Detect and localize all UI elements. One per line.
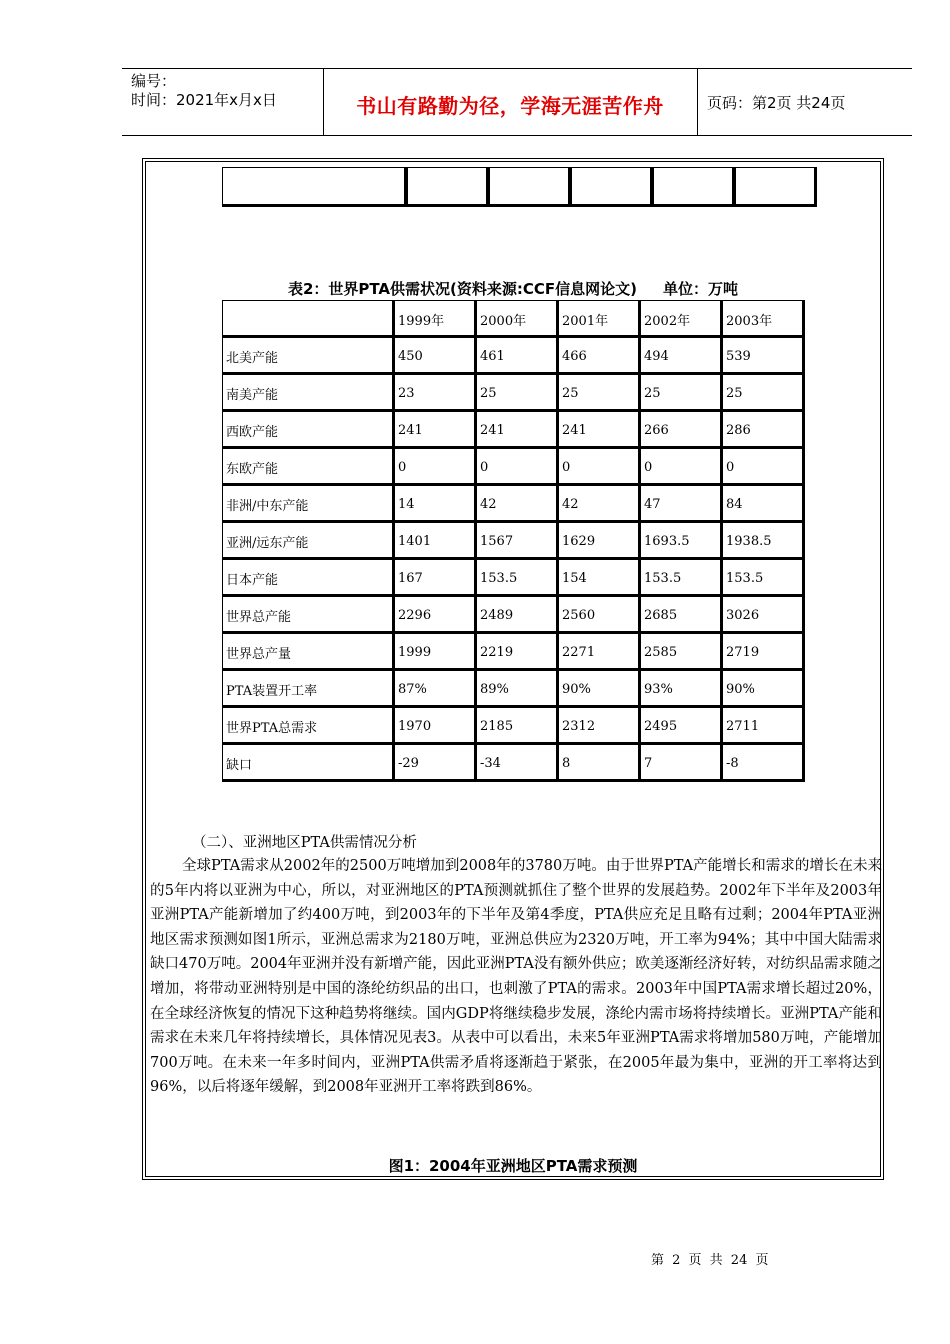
table-cell: 2495: [641, 708, 723, 745]
table-cell: 286: [723, 412, 805, 449]
table-cell: 14: [395, 486, 477, 523]
table-row-label: 世界PTA总需求: [223, 708, 395, 745]
table-cell: 1401: [395, 523, 477, 560]
table-cell: 0: [559, 449, 641, 486]
header-divider-right: [697, 68, 698, 135]
table-cell: 450: [395, 338, 477, 375]
table-cell: 1629: [559, 523, 641, 560]
header-motto: 书山有路勤为径，学海无涯苦作舟: [356, 94, 664, 118]
table-row: [223, 597, 805, 634]
doc-number-label: 编号：: [131, 72, 177, 90]
table-cell: 2585: [641, 634, 723, 671]
table-cell: 3026: [723, 597, 805, 634]
time-label: 时间：2021年x月x日: [131, 91, 277, 109]
table-header-row: [223, 301, 805, 338]
table-row: [223, 634, 805, 671]
table-cell: 1693.5: [641, 523, 723, 560]
table-cell: -34: [477, 745, 559, 782]
table-row: [223, 745, 805, 782]
page-footer: 第 2 页 共 24 页: [651, 1253, 769, 1268]
table-cell: 2312: [559, 708, 641, 745]
empty-cell: [407, 167, 489, 207]
table-cell: 1567: [477, 523, 559, 560]
table-cell: 8: [559, 745, 641, 782]
table-row-label: 西欧产能: [223, 412, 395, 449]
table-cell: 93%: [641, 671, 723, 708]
table-header-cell: 2002年: [641, 301, 723, 338]
table-cell: 84: [723, 486, 805, 523]
table-cell: 2711: [723, 708, 805, 745]
table-row-label: 缺口: [223, 745, 395, 782]
table-row-label: 日本产能: [223, 560, 395, 597]
table-cell: 153.5: [723, 560, 805, 597]
table-cell: 47: [641, 486, 723, 523]
table-cell: 25: [723, 375, 805, 412]
table-row: [223, 412, 805, 449]
header-meta: [131, 72, 277, 110]
table-cell: 25: [641, 375, 723, 412]
table-row: [223, 708, 805, 745]
table-cell: 539: [723, 338, 805, 375]
section-title: （二）、亚洲地区PTA供需情况分析: [192, 835, 417, 851]
table-cell: 2296: [395, 597, 477, 634]
table-cell: 167: [395, 560, 477, 597]
table-cell: 2560: [559, 597, 641, 634]
table-cell: -29: [395, 745, 477, 782]
table-cell: 0: [723, 449, 805, 486]
table-row-label: 东欧产能: [223, 449, 395, 486]
header-bottom-rule: [122, 135, 912, 136]
table-cell: 494: [641, 338, 723, 375]
table-cell: 2219: [477, 634, 559, 671]
table-cell: 153.5: [477, 560, 559, 597]
table-row: [223, 523, 805, 560]
table-header-cell: [223, 301, 395, 338]
figure-caption: 图1：2004年亚洲地区PTA需求预测: [388, 1157, 638, 1175]
table-cell: 2271: [559, 634, 641, 671]
table-cell: 0: [477, 449, 559, 486]
table-header-cell: 2000年: [477, 301, 559, 338]
table-header-cell: 2003年: [723, 301, 805, 338]
table-row: [223, 486, 805, 523]
table-row-label: PTA装置开工率: [223, 671, 395, 708]
table-cell: 0: [395, 449, 477, 486]
table-row-label: 南美产能: [223, 375, 395, 412]
table-cell: 1999: [395, 634, 477, 671]
table-row: [223, 375, 805, 412]
empty-cell: [735, 167, 817, 207]
table-cell: 7: [641, 745, 723, 782]
table-cell: 87%: [395, 671, 477, 708]
table-cell: 2185: [477, 708, 559, 745]
table-cell: 2685: [641, 597, 723, 634]
table-cell: 241: [395, 412, 477, 449]
table-cell: 42: [477, 486, 559, 523]
table-row-label: 世界总产能: [223, 597, 395, 634]
table-row-label: 世界总产量: [223, 634, 395, 671]
table-cell: 89%: [477, 671, 559, 708]
table-cell: 266: [641, 412, 723, 449]
empty-cell: [653, 167, 735, 207]
table-cell: 154: [559, 560, 641, 597]
empty-cell: [222, 167, 407, 207]
table-header-cell: 1999年: [395, 301, 477, 338]
table-cell: 1970: [395, 708, 477, 745]
body-paragraph: 全球PTA需求从2002年的2500万吨增加到2008年的3780万吨。由于世界PTA产能增长和需求的增长在未来的5年内将以亚洲为中心，所以，对亚洲地区的PTA预测就抓住了整个世界的发展趋势。2002年下半年及2003年亚洲PTA产能新增加了约400万吨，到2003年的下半年及第4季度，PTA供应充足且略有过剩；2004年PTA亚洲地区需求预测如图1所示，亚洲总需求为2180万吨，亚洲总供应为2320万吨，开工率为94%；其中中国大陆需求缺口470万吨。2004年亚洲并没有新增产能，因此亚洲PTA没有额外供应；欧美逐渐经济好转，对纺织品需求随之增加，将带动亚洲特别是中国的涤纶纺织品的出口，也刺激了PTA的需求。2003年中国PTA需求增长超过20%，在全球经济恢复的情况下这种趋势将继续。国内GDP将继续稳步发展，涤纶内需市场将持续增长。亚洲PTA产能和需求在未来几年将持续增长，具体情况见表3。从表中可以看出，未来5年亚洲PTA需求将增加580万吨，产能增加700万吨。在未来一年多时间内，亚洲PTA供需矛盾将逐渐趋于紧张，在2005年最为集中，亚洲的开工率将达到96%，以后将逐年缓解，到2008年亚洲开工率将跌到86%。: [150, 858, 882, 1096]
table-cell: 461: [477, 338, 559, 375]
table-cell: 0: [641, 449, 723, 486]
header-top-rule: [122, 68, 912, 69]
table-cell: 241: [559, 412, 641, 449]
table-cell: 153.5: [641, 560, 723, 597]
header-page-number: 页码：第2页 共24页: [707, 94, 846, 112]
table-cell: 2489: [477, 597, 559, 634]
table-row: [223, 560, 805, 597]
empty-cell: [571, 167, 653, 207]
table-cell: 241: [477, 412, 559, 449]
table-cell: 42: [559, 486, 641, 523]
table-row: [223, 449, 805, 486]
table-row-label: 北美产能: [223, 338, 395, 375]
table-row: [223, 338, 805, 375]
table-row-label: 非洲/中东产能: [223, 486, 395, 523]
table-cell: 25: [477, 375, 559, 412]
table-cell: -8: [723, 745, 805, 782]
table-cell: 23: [395, 375, 477, 412]
table-cell: 90%: [559, 671, 641, 708]
table-header-cell: 2001年: [559, 301, 641, 338]
table-caption-title: 表2：世界PTA供需状况(资料来源:CCF信息网论文): [287, 280, 638, 298]
table-row-label: 亚洲/远东产能: [223, 523, 395, 560]
pta-supply-demand-table: [222, 300, 805, 782]
table-caption-unit: 单位：万吨: [663, 280, 739, 298]
continued-table-row: [222, 167, 817, 207]
table-row: [223, 671, 805, 708]
table-cell: 1938.5: [723, 523, 805, 560]
table-caption: [145, 278, 881, 299]
table-cell: 90%: [723, 671, 805, 708]
table-cell: 2719: [723, 634, 805, 671]
table-cell: 25: [559, 375, 641, 412]
empty-cell: [489, 167, 571, 207]
table-cell: 466: [559, 338, 641, 375]
